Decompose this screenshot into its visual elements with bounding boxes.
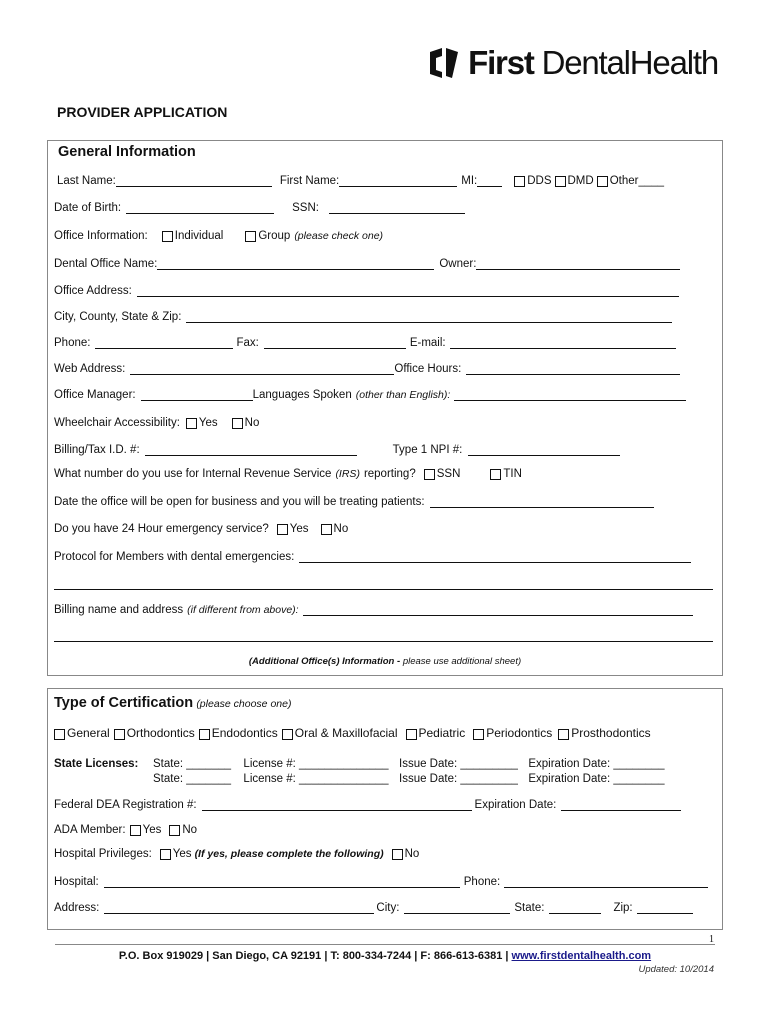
ada-no-checkbox[interactable] <box>169 825 180 836</box>
cert-oral-maxillofacial-checkbox[interactable] <box>282 729 293 740</box>
dea-row: Federal DEA Registration #: Expiration Date: <box>54 798 681 811</box>
cert-orthodontics-checkbox[interactable] <box>114 729 125 740</box>
owner-field[interactable] <box>476 257 680 270</box>
billing-tax-row: Billing/Tax I.D. #: Type 1 NPI #: <box>54 443 620 456</box>
other-checkbox[interactable] <box>597 176 608 187</box>
office-address-row: Office Address: <box>54 284 679 297</box>
office-hours-field[interactable] <box>466 362 680 375</box>
license-row-1[interactable]: State: _______ License #: ______________ Issue Date: _________ Expiration Date: ________ <box>153 758 665 770</box>
irs-tin-checkbox[interactable] <box>490 469 501 480</box>
dob-field[interactable] <box>126 201 274 214</box>
dea-field[interactable] <box>202 798 472 811</box>
fax-field[interactable] <box>264 336 406 349</box>
last-name-field[interactable] <box>116 174 272 187</box>
office-info-row: Office Information: Individual Group (please check one) <box>54 230 384 242</box>
brand-logo <box>426 44 718 82</box>
npi-field[interactable] <box>468 443 620 456</box>
hospital-field[interactable] <box>104 875 460 888</box>
footer-divider <box>55 944 715 945</box>
protocol-field-line-2[interactable] <box>54 589 713 590</box>
certification-options: General Orthodontics Endodontics Oral & Maxillofacial Pediatric Periodontics Prosthodontics <box>54 726 651 740</box>
hospital-city-field[interactable] <box>404 901 510 914</box>
billing-tax-id-field[interactable] <box>145 443 357 456</box>
open-date-row: Date the office will be open for business and you will be treating patients: <box>54 495 654 508</box>
hospital-yes-checkbox[interactable] <box>160 849 171 860</box>
hospital-row: Hospital: Phone: <box>54 875 708 888</box>
dob-row: Date of Birth: SSN: <box>54 201 465 214</box>
phone-field[interactable] <box>95 336 233 349</box>
wheelchair-yes-checkbox[interactable] <box>186 418 197 429</box>
open-date-field[interactable] <box>430 495 654 508</box>
web-row: Web Address: Office Hours: <box>54 362 680 375</box>
hospital-no-checkbox[interactable] <box>392 849 403 860</box>
ada-yes-checkbox[interactable] <box>130 825 141 836</box>
ada-row: ADA Member: Yes No <box>54 824 198 836</box>
wheelchair-no-checkbox[interactable] <box>232 418 243 429</box>
irs-row: What number do you use for Internal Revenue Service (IRS) reporting? SSN TIN <box>54 468 522 480</box>
city-county-row: City, County, State & Zip: <box>54 310 672 323</box>
protocol-field[interactable] <box>299 550 691 563</box>
general-information-section <box>47 140 723 676</box>
protocol-row: Protocol for Members with dental emergencies: <box>54 550 691 563</box>
name-row: Last Name: First Name: MI: DDS DMD Other____ <box>57 175 665 187</box>
state-licenses-label: State Licenses: <box>54 758 139 770</box>
updated-date: Updated: 10/2014 <box>638 964 714 975</box>
billing-name-row: Billing name and address (if different from above): <box>54 603 693 616</box>
first-name-field[interactable] <box>339 174 457 187</box>
certification-heading: Type of Certification (please choose one) <box>54 695 292 711</box>
city-county-field[interactable] <box>186 310 672 323</box>
dmd-checkbox[interactable] <box>555 176 566 187</box>
mi-field[interactable] <box>477 174 502 187</box>
billing-address-field-line-2[interactable] <box>54 641 713 642</box>
cert-pediatric-checkbox[interactable] <box>406 729 417 740</box>
dds-checkbox[interactable] <box>514 176 525 187</box>
cert-general-checkbox[interactable] <box>54 729 65 740</box>
irs-ssn-checkbox[interactable] <box>424 469 435 480</box>
ssn-field[interactable] <box>329 201 465 214</box>
billing-address-field[interactable] <box>303 603 693 616</box>
hospital-zip-field[interactable] <box>637 901 693 914</box>
office-manager-field[interactable] <box>141 388 253 401</box>
website-link[interactable]: www.firstdentalhealth.com <box>511 950 652 962</box>
footer-contact: P.O. Box 919029 | San Diego, CA 92191 | T: 800-334-7244 | F: 866-613-6381 | www.firstdentalhealth.com <box>118 950 652 962</box>
hospital-state-field[interactable] <box>549 901 601 914</box>
logo-mark-icon <box>426 46 462 80</box>
web-address-field[interactable] <box>130 362 394 375</box>
office-name-row: Dental Office Name: Owner: <box>54 257 680 270</box>
license-row-2[interactable]: State: _______ License #: ______________ Issue Date: _________ Expiration Date: ________ <box>153 773 665 785</box>
individual-checkbox[interactable] <box>162 231 173 242</box>
emergency-yes-checkbox[interactable] <box>277 524 288 535</box>
group-checkbox[interactable] <box>245 231 256 242</box>
wheelchair-row: Wheelchair Accessibility: Yes No <box>54 417 260 429</box>
dea-expiration-field[interactable] <box>561 798 681 811</box>
hospital-privileges-row: Hospital Privileges: Yes (If yes, please complete the following) No <box>54 848 420 860</box>
logo-text: First DentalHealth <box>468 44 718 81</box>
general-heading: General Information <box>58 144 196 160</box>
emergency-row: Do you have 24 Hour emergency service? Yes No <box>54 523 349 535</box>
hospital-address-row: Address: City: State: Zip: <box>54 901 693 914</box>
page-title: PROVIDER APPLICATION <box>57 104 228 120</box>
manager-row: Office Manager: Languages Spoken (other than English): <box>54 388 686 401</box>
office-address-field[interactable] <box>137 284 679 297</box>
cert-periodontics-checkbox[interactable] <box>473 729 484 740</box>
cert-endodontics-checkbox[interactable] <box>199 729 210 740</box>
contact-row: Phone: Fax: E-mail: <box>54 336 676 349</box>
cert-prosthodontics-checkbox[interactable] <box>558 729 569 740</box>
dental-office-name-field[interactable] <box>157 257 434 270</box>
emergency-no-checkbox[interactable] <box>321 524 332 535</box>
hospital-address-field[interactable] <box>104 901 374 914</box>
email-field[interactable] <box>450 336 676 349</box>
additional-office-note: (Additional Office(s) Information - please use additional sheet) <box>248 656 522 667</box>
languages-field[interactable] <box>454 388 686 401</box>
hospital-phone-field[interactable] <box>504 875 708 888</box>
page-number: 1 <box>709 934 714 945</box>
